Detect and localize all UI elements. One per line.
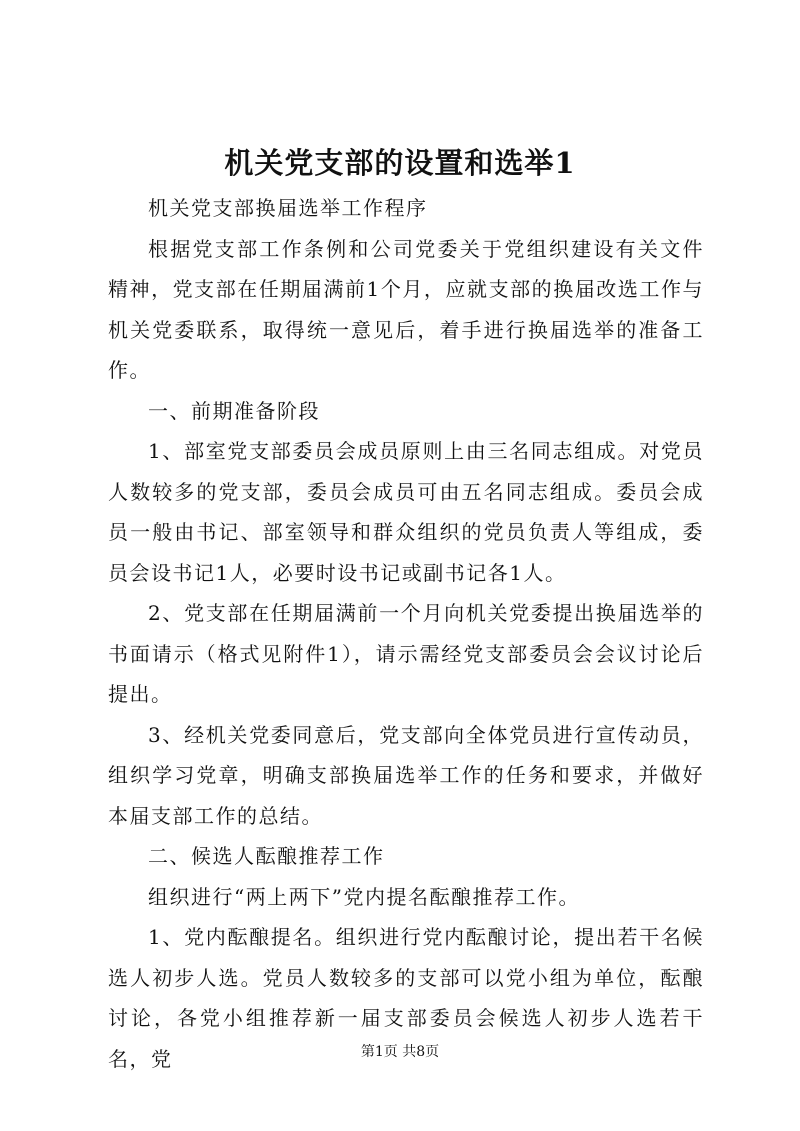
paragraph-subtitle: 机关党支部换届选举工作程序 [148,196,428,220]
paragraph-item-1: 1、部室党支部委员会成员原则上由三名同志组成。对党员人数较多的党支部，委员会成员可由五名同志组成。委员会成员一般由书记、部室领导和群众组织的党员负责人等组成，委员会设书记1人，必要时设书记或副书记各1人。 [108,439,704,585]
paragraph-candidates-intro: 组织进行“两上两下”党内提名酝酿推荐工作。 [148,884,580,909]
paragraph-item-3: 3、经机关党委同意后，党支部向全体党员进行宣传动员，组织学习党章，明确支部换届选举工作的任务和要求，并做好本届支部工作的总结。 [108,722,704,828]
paragraph-intro: 根据党支部工作条例和公司党委关于党组织建设有关文件精神，党支部在任期届满前1个月，应就支部的换届改选工作与机关党委联系，取得统一意见后，着手进行换届选举的准备工作。 [108,236,704,382]
document-body [108,188,704,1079]
page-footer: 第1页 共8页 [360,1044,440,1060]
paragraph-candidates-item-1: 1、党内酝酿提名。组织进行党内酝酿讨论，提出若干名候选人初步人选。党员人数较多的支部可以党小组为单位，酝酿讨论，各党小组推荐新一届支部委员会候选人初步人选若干名，党 [108,925,704,1071]
section-heading-preparation: 一、前期准备阶段 [148,398,320,423]
paragraph-item-2: 2、党支部在任期届满前一个月向机关党委提出换届选举的书面请示（格式见附件1），请示需经党支部委员会会议讨论后提出。 [108,601,704,706]
section-heading-candidates: 二、候选人酝酿推荐工作 [148,844,385,868]
document-title: 机关党支部的设置和选举1 [224,146,576,180]
